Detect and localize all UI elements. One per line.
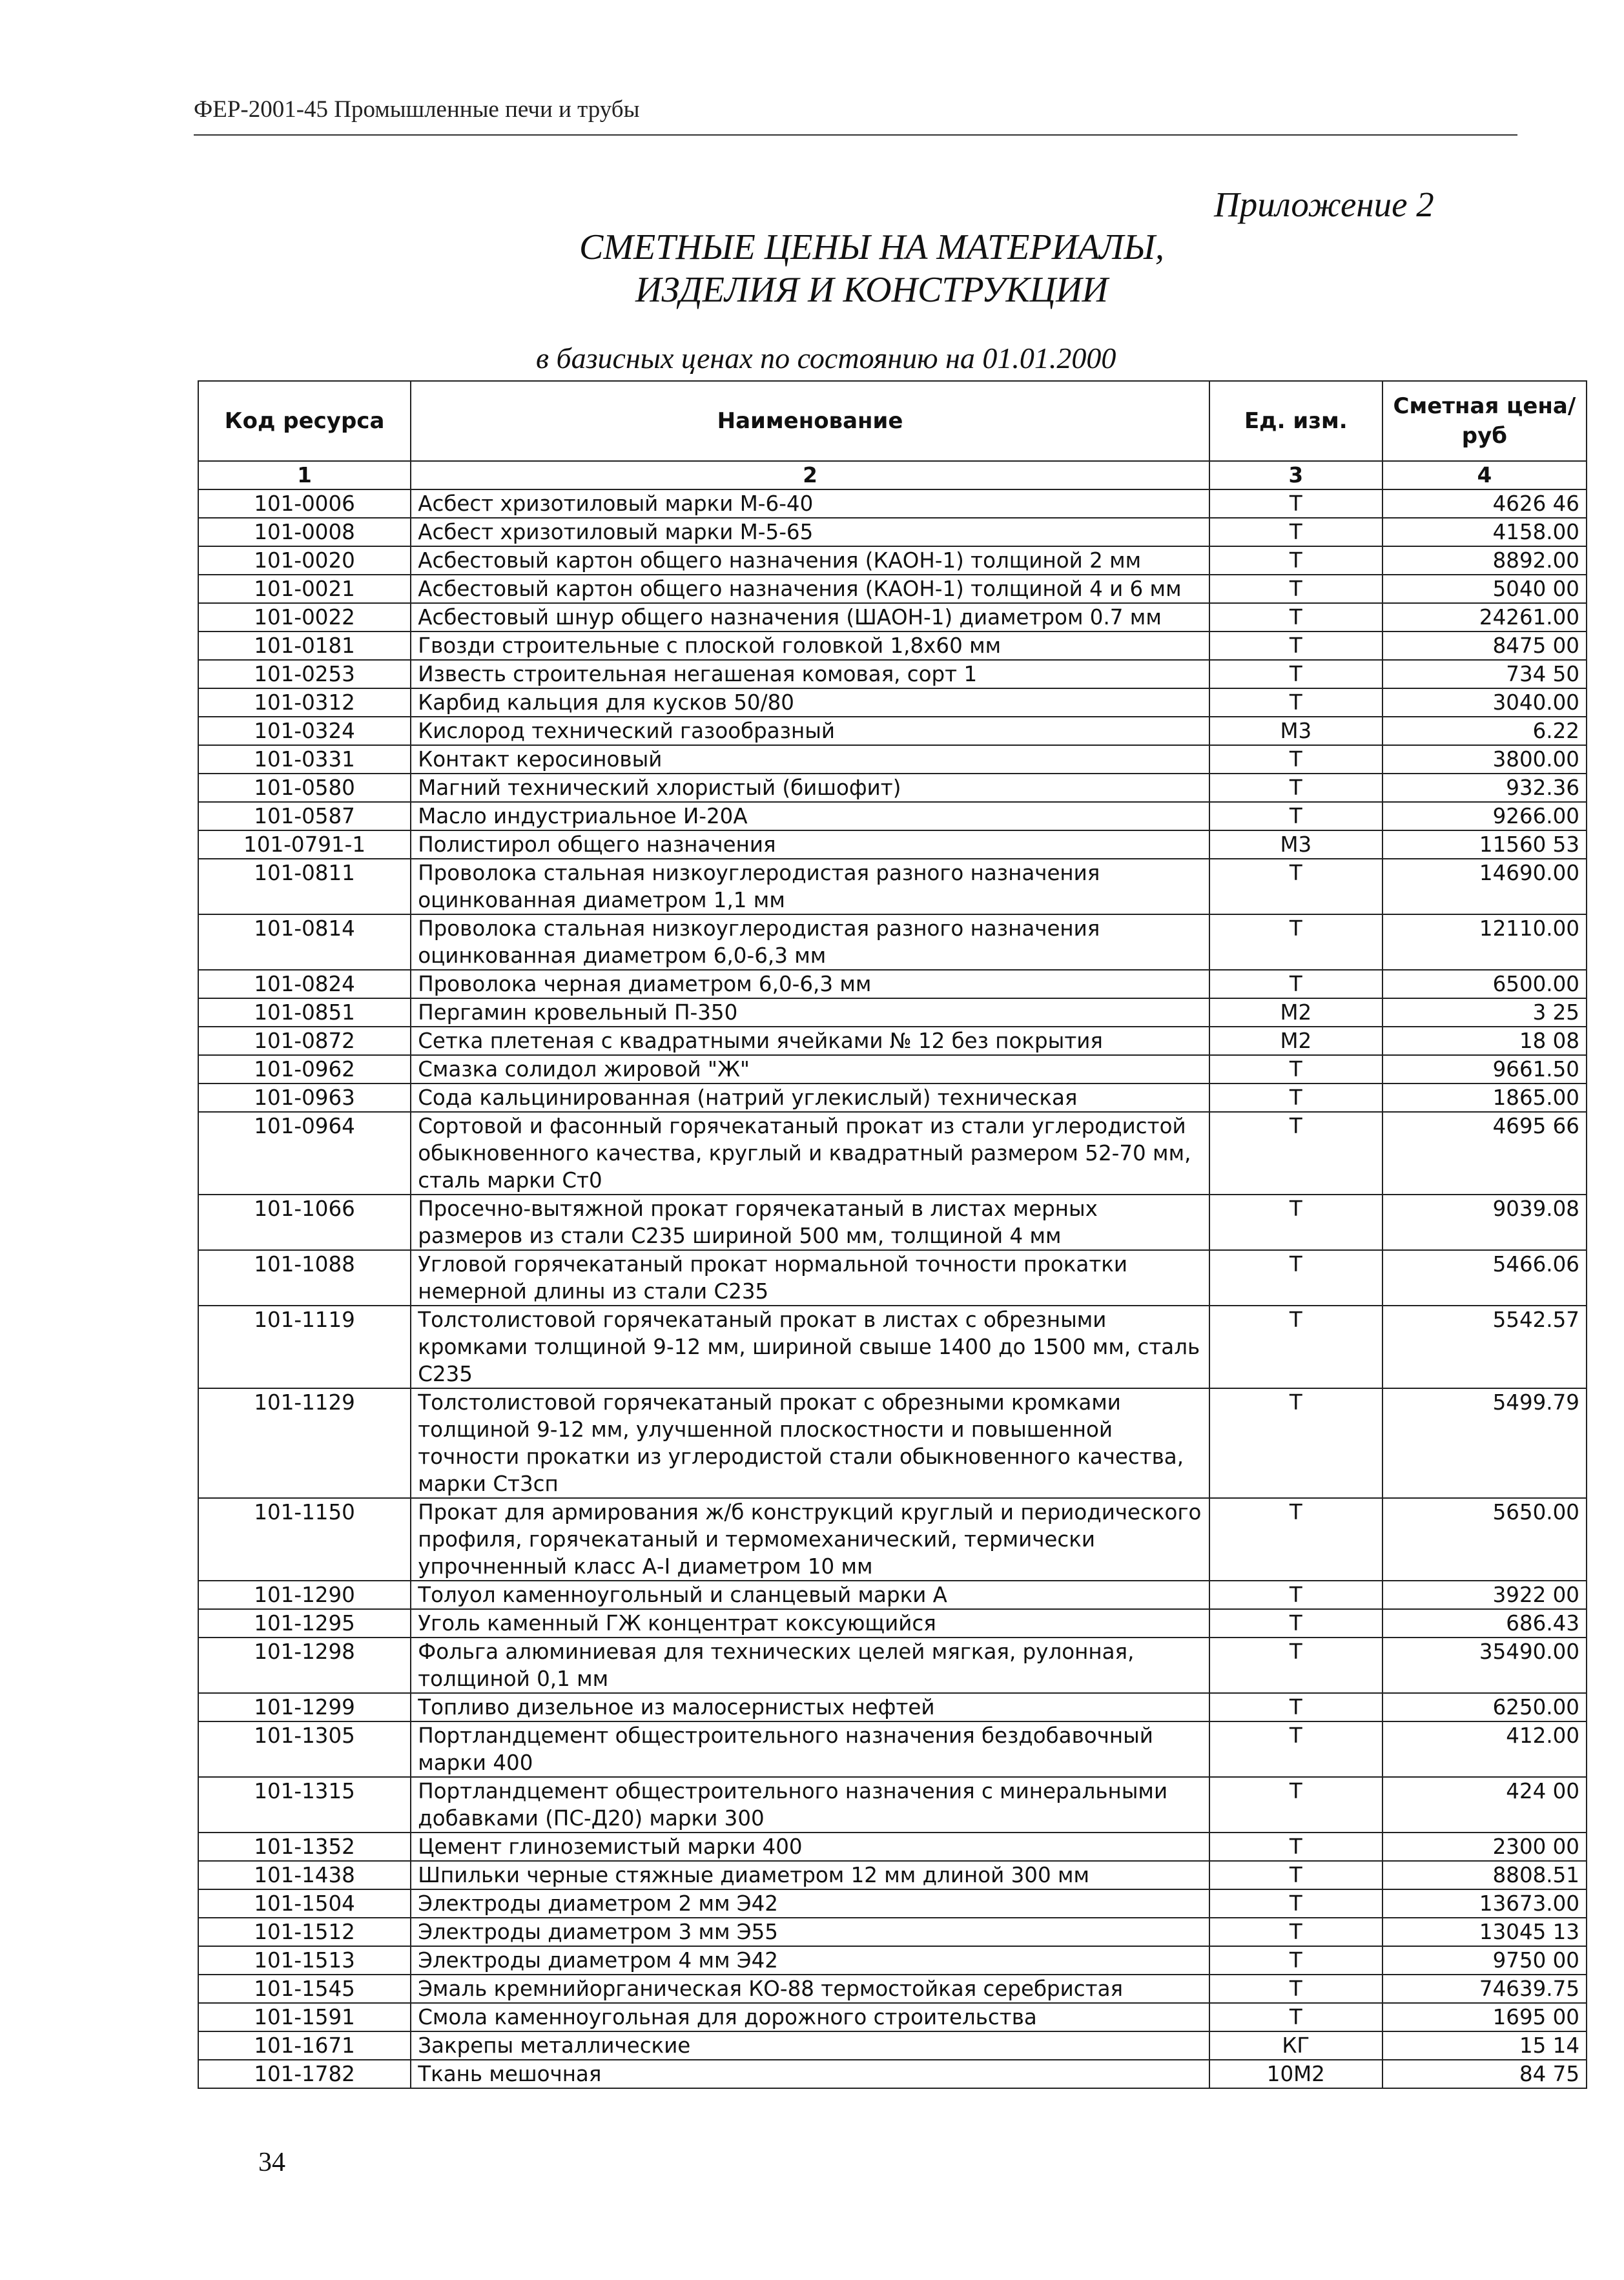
price-cell: 4695 66 bbox=[1382, 1112, 1587, 1195]
price-cell: 9266.00 bbox=[1382, 802, 1587, 830]
column-number: 4 bbox=[1382, 461, 1587, 489]
resource-code-cell: 101-1088 bbox=[198, 1250, 411, 1306]
table-row bbox=[198, 632, 1587, 660]
name-cell: Прокат для армирования ж/б конструкций круглый и периодического профиля, горячекатаный и термомеханический, термически упрочненный класс А-I диаметром 10 мм bbox=[411, 1498, 1209, 1581]
table-row bbox=[198, 1055, 1587, 1084]
unit-cell: Т bbox=[1209, 1721, 1382, 1777]
price-cell: 74639.75 bbox=[1382, 1975, 1587, 2003]
table-row bbox=[198, 1918, 1587, 1946]
resource-code-cell: 101-0963 bbox=[198, 1084, 411, 1112]
unit-cell: Т bbox=[1209, 1918, 1382, 1946]
column-header-unit: Ед. изм. bbox=[1209, 381, 1382, 461]
resource-code-cell: 101-0021 bbox=[198, 575, 411, 603]
table-row bbox=[198, 1777, 1587, 1833]
unit-cell: 10М2 bbox=[1209, 2060, 1382, 2088]
price-cell: 24261.00 bbox=[1382, 603, 1587, 632]
unit-cell: Т bbox=[1209, 774, 1382, 802]
table-row bbox=[198, 802, 1587, 830]
table-row bbox=[198, 1975, 1587, 2003]
resource-code-cell: 101-0814 bbox=[198, 914, 411, 970]
unit-cell: Т bbox=[1209, 1693, 1382, 1721]
unit-cell: Т bbox=[1209, 1861, 1382, 1889]
table-row bbox=[198, 489, 1587, 518]
resource-code-cell: 101-0181 bbox=[198, 632, 411, 660]
price-cell: 686.43 bbox=[1382, 1609, 1587, 1638]
price-cell: 13045 13 bbox=[1382, 1918, 1587, 1946]
running-header: ФЕР-2001-45 Промышленные печи и трубы bbox=[194, 96, 640, 123]
unit-cell: Т bbox=[1209, 632, 1382, 660]
table-row bbox=[198, 1498, 1587, 1581]
name-cell: Толстолистовой горячекатаный прокат с обрезными кромками толщиной 9-12 мм, улучшенной плоскостности и повышенной точности прокатки из углеродистой стали обыкновенного качества, марки Ст3сп bbox=[411, 1388, 1209, 1498]
price-cell: 6250.00 bbox=[1382, 1693, 1587, 1721]
name-cell: Угловой горячекатаный прокат нормальной точности прокатки немерной длины из стали С235 bbox=[411, 1250, 1209, 1306]
price-cell: 932.36 bbox=[1382, 774, 1587, 802]
table-row bbox=[198, 1195, 1587, 1250]
name-cell: Уголь каменный ГЖ концентрат коксующийся bbox=[411, 1609, 1209, 1638]
resource-code-cell: 101-0851 bbox=[198, 998, 411, 1027]
resource-code-cell: 101-0962 bbox=[198, 1055, 411, 1084]
unit-cell: Т bbox=[1209, 688, 1382, 717]
table-header-row bbox=[198, 381, 1587, 461]
unit-cell: Т bbox=[1209, 1609, 1382, 1638]
resource-code-cell: 101-1305 bbox=[198, 1721, 411, 1777]
unit-cell: Т bbox=[1209, 859, 1382, 914]
price-cell: 15 14 bbox=[1382, 2031, 1587, 2060]
resource-code-cell: 101-0006 bbox=[198, 489, 411, 518]
table-row bbox=[198, 1638, 1587, 1693]
table-row bbox=[198, 998, 1587, 1027]
name-cell: Электроды диаметром 2 мм Э42 bbox=[411, 1889, 1209, 1918]
resource-code-cell: 101-1352 bbox=[198, 1833, 411, 1861]
name-cell: Пергамин кровельный П-350 bbox=[411, 998, 1209, 1027]
price-cell: 424 00 bbox=[1382, 1777, 1587, 1833]
column-number: 3 bbox=[1209, 461, 1382, 489]
unit-cell: Т bbox=[1209, 1498, 1382, 1581]
unit-cell: Т bbox=[1209, 1250, 1382, 1306]
resource-code-cell: 101-0791-1 bbox=[198, 830, 411, 859]
name-cell: Проволока стальная низкоуглеродистая разного назначения оцинкованная диаметром 1,1 мм bbox=[411, 859, 1209, 914]
price-cell: 8892.00 bbox=[1382, 546, 1587, 575]
price-cell: 11560 53 bbox=[1382, 830, 1587, 859]
name-cell: Известь строительная негашеная комовая, сорт 1 bbox=[411, 660, 1209, 688]
resource-code-cell: 101-0580 bbox=[198, 774, 411, 802]
table-row bbox=[198, 1721, 1587, 1777]
resource-code-cell: 101-1438 bbox=[198, 1861, 411, 1889]
name-cell: Электроды диаметром 3 мм Э55 bbox=[411, 1918, 1209, 1946]
resource-code-cell: 101-0008 bbox=[198, 518, 411, 546]
price-cell: 5040 00 bbox=[1382, 575, 1587, 603]
column-number-row bbox=[198, 461, 1587, 489]
table-row bbox=[198, 1889, 1587, 1918]
price-cell: 6.22 bbox=[1382, 717, 1587, 745]
unit-cell: М2 bbox=[1209, 1027, 1382, 1055]
name-cell: Сетка плетеная с квадратными ячейками № 12 без покрытия bbox=[411, 1027, 1209, 1055]
price-cell: 12110.00 bbox=[1382, 914, 1587, 970]
price-cell: 9661.50 bbox=[1382, 1055, 1587, 1084]
unit-cell: Т bbox=[1209, 1946, 1382, 1975]
price-cell: 412.00 bbox=[1382, 1721, 1587, 1777]
resource-code-cell: 101-1290 bbox=[198, 1581, 411, 1609]
name-cell: Сода кальцинированная (натрий углекислый) техническая bbox=[411, 1084, 1209, 1112]
unit-cell: КГ bbox=[1209, 2031, 1382, 2060]
price-cell: 2300 00 bbox=[1382, 1833, 1587, 1861]
table-row bbox=[198, 859, 1587, 914]
unit-cell: Т bbox=[1209, 1306, 1382, 1388]
resource-code-cell: 101-1591 bbox=[198, 2003, 411, 2031]
unit-cell: Т bbox=[1209, 603, 1382, 632]
unit-cell: Т bbox=[1209, 2003, 1382, 2031]
price-cell: 1865.00 bbox=[1382, 1084, 1587, 1112]
price-cell: 9750 00 bbox=[1382, 1946, 1587, 1975]
unit-cell: Т bbox=[1209, 1112, 1382, 1195]
unit-cell: М3 bbox=[1209, 717, 1382, 745]
name-cell: Проволока стальная низкоуглеродистая разного назначения оцинкованная диаметром 6,0-6,3 мм bbox=[411, 914, 1209, 970]
name-cell: Толуол каменноугольный и сланцевый марки А bbox=[411, 1581, 1209, 1609]
price-cell: 734 50 bbox=[1382, 660, 1587, 688]
table-row bbox=[198, 660, 1587, 688]
name-cell: Проволока черная диаметром 6,0-6,3 мм bbox=[411, 970, 1209, 998]
resource-code-cell: 101-0331 bbox=[198, 745, 411, 774]
unit-cell: Т bbox=[1209, 1388, 1382, 1498]
name-cell: Топливо дизельное из малосернистых нефтей bbox=[411, 1693, 1209, 1721]
table-row bbox=[198, 603, 1587, 632]
unit-cell: Т bbox=[1209, 518, 1382, 546]
resource-code-cell: 101-1295 bbox=[198, 1609, 411, 1638]
name-cell: Эмаль кремнийорганическая КО-88 термостойкая серебристая bbox=[411, 1975, 1209, 2003]
name-cell: Асбестовый шнур общего назначения (ШАОН-1) диаметром 0.7 мм bbox=[411, 603, 1209, 632]
name-cell: Ткань мешочная bbox=[411, 2060, 1209, 2088]
table-row bbox=[198, 1388, 1587, 1498]
resource-code-cell: 101-0811 bbox=[198, 859, 411, 914]
resource-code-cell: 101-1504 bbox=[198, 1889, 411, 1918]
name-cell: Смола каменноугольная для дорожного строительства bbox=[411, 2003, 1209, 2031]
price-cell: 3922 00 bbox=[1382, 1581, 1587, 1609]
name-cell: Смазка солидол жировой "Ж" bbox=[411, 1055, 1209, 1084]
price-cell: 8808.51 bbox=[1382, 1861, 1587, 1889]
name-cell: Просечно-вытяжной прокат горячекатаный в листах мерных размеров из стали С235 шириной 500 мм, толщиной 4 мм bbox=[411, 1195, 1209, 1250]
table-row bbox=[198, 1084, 1587, 1112]
name-cell: Кислород технический газообразный bbox=[411, 717, 1209, 745]
table-row bbox=[198, 1027, 1587, 1055]
price-cell: 3 25 bbox=[1382, 998, 1587, 1027]
resource-code-cell: 101-0020 bbox=[198, 546, 411, 575]
price-cell: 5466.06 bbox=[1382, 1250, 1587, 1306]
name-cell: Асбест хризотиловый марки М-5-65 bbox=[411, 518, 1209, 546]
resource-code-cell: 101-1119 bbox=[198, 1306, 411, 1388]
table-row bbox=[198, 745, 1587, 774]
appendix-label: Приложение 2 bbox=[1214, 185, 1434, 224]
price-cell: 84 75 bbox=[1382, 2060, 1587, 2088]
unit-cell: Т bbox=[1209, 575, 1382, 603]
column-number: 1 bbox=[198, 461, 411, 489]
name-cell: Закрепы металлические bbox=[411, 2031, 1209, 2060]
price-cell: 5542.57 bbox=[1382, 1306, 1587, 1388]
table-row bbox=[198, 1609, 1587, 1638]
unit-cell: Т bbox=[1209, 1638, 1382, 1693]
name-cell: Сортовой и фасонный горячекатаный прокат из стали углеродистой обыкновенного качества, круглый и квадратный размером 52-70 мм, сталь марки Ст0 bbox=[411, 1112, 1209, 1195]
unit-cell: Т bbox=[1209, 1055, 1382, 1084]
price-cell: 8475 00 bbox=[1382, 632, 1587, 660]
resource-code-cell: 101-1129 bbox=[198, 1388, 411, 1498]
name-cell: Полистирол общего назначения bbox=[411, 830, 1209, 859]
table-row bbox=[198, 1861, 1587, 1889]
unit-cell: М3 bbox=[1209, 830, 1382, 859]
price-cell: 1695 00 bbox=[1382, 2003, 1587, 2031]
name-cell: Гвозди строительные с плоской головкой 1,8х60 мм bbox=[411, 632, 1209, 660]
price-cell: 4158.00 bbox=[1382, 518, 1587, 546]
resource-code-cell: 101-1513 bbox=[198, 1946, 411, 1975]
table-row bbox=[198, 1581, 1587, 1609]
table-row bbox=[198, 518, 1587, 546]
table-row bbox=[198, 1946, 1587, 1975]
price-cell: 5650.00 bbox=[1382, 1498, 1587, 1581]
unit-cell: Т bbox=[1209, 546, 1382, 575]
resource-code-cell: 101-1299 bbox=[198, 1693, 411, 1721]
resource-code-cell: 101-1782 bbox=[198, 2060, 411, 2088]
table-row bbox=[198, 2003, 1587, 2031]
unit-cell: Т bbox=[1209, 1084, 1382, 1112]
table-row bbox=[198, 1693, 1587, 1721]
resource-code-cell: 101-0324 bbox=[198, 717, 411, 745]
document-title bbox=[452, 226, 1291, 311]
unit-cell: Т bbox=[1209, 1581, 1382, 1609]
title-line-2: ИЗДЕЛИЯ И КОНСТРУКЦИИ bbox=[635, 270, 1108, 311]
price-cell: 13673.00 bbox=[1382, 1889, 1587, 1918]
column-header-price: Сметная цена/руб bbox=[1382, 381, 1587, 461]
unit-cell: Т bbox=[1209, 1889, 1382, 1918]
column-header-name: Наименование bbox=[411, 381, 1209, 461]
resource-code-cell: 101-1671 bbox=[198, 2031, 411, 2060]
resource-code-cell: 101-1150 bbox=[198, 1498, 411, 1581]
resource-code-cell: 101-0964 bbox=[198, 1112, 411, 1195]
price-cell: 14690.00 bbox=[1382, 859, 1587, 914]
table-row bbox=[198, 914, 1587, 970]
table-row bbox=[198, 830, 1587, 859]
resource-code-cell: 101-1066 bbox=[198, 1195, 411, 1250]
table-row bbox=[198, 1250, 1587, 1306]
table-row bbox=[198, 2031, 1587, 2060]
unit-cell: Т bbox=[1209, 1777, 1382, 1833]
document-subtitle: в базисных ценах по состоянию на 01.01.2000 bbox=[536, 342, 1116, 375]
resource-code-cell: 101-0022 bbox=[198, 603, 411, 632]
name-cell: Портландцемент общестроительного назначения с минеральными добавками (ПС-Д20) марки 300 bbox=[411, 1777, 1209, 1833]
title-line-1: СМЕТНЫЕ ЦЕНЫ НА МАТЕРИАЛЫ, bbox=[579, 227, 1164, 267]
table-row bbox=[198, 688, 1587, 717]
name-cell: Электроды диаметром 4 мм Э42 bbox=[411, 1946, 1209, 1975]
price-cell: 4626 46 bbox=[1382, 489, 1587, 518]
unit-cell: Т bbox=[1209, 745, 1382, 774]
resource-code-cell: 101-1512 bbox=[198, 1918, 411, 1946]
price-cell: 3800.00 bbox=[1382, 745, 1587, 774]
table-row bbox=[198, 970, 1587, 998]
unit-cell: Т bbox=[1209, 914, 1382, 970]
name-cell: Асбестовый картон общего назначения (КАОН-1) толщиной 2 мм bbox=[411, 546, 1209, 575]
name-cell: Асбест хризотиловый марки М-6-40 bbox=[411, 489, 1209, 518]
price-cell: 18 08 bbox=[1382, 1027, 1587, 1055]
resource-code-cell: 101-0872 bbox=[198, 1027, 411, 1055]
resource-code-cell: 101-0824 bbox=[198, 970, 411, 998]
price-cell: 3040.00 bbox=[1382, 688, 1587, 717]
price-cell: 5499.79 bbox=[1382, 1388, 1587, 1498]
name-cell: Фольга алюминиевая для технических целей мягкая, рулонная, толщиной 0,1 мм bbox=[411, 1638, 1209, 1693]
price-cell: 9039.08 bbox=[1382, 1195, 1587, 1250]
unit-cell: Т bbox=[1209, 970, 1382, 998]
name-cell: Портландцемент общестроительного назначения бездобавочный марки 400 bbox=[411, 1721, 1209, 1777]
table-row bbox=[198, 1833, 1587, 1861]
table-row bbox=[198, 546, 1587, 575]
name-cell: Цемент глиноземистый марки 400 bbox=[411, 1833, 1209, 1861]
table-row bbox=[198, 774, 1587, 802]
price-table bbox=[198, 380, 1587, 2089]
table-row bbox=[198, 2060, 1587, 2088]
unit-cell: Т bbox=[1209, 1195, 1382, 1250]
name-cell: Шпильки черные стяжные диаметром 12 мм длиной 300 мм bbox=[411, 1861, 1209, 1889]
unit-cell: М2 bbox=[1209, 998, 1382, 1027]
table-body bbox=[198, 489, 1587, 2088]
unit-cell: Т bbox=[1209, 1975, 1382, 2003]
name-cell: Асбестовый картон общего назначения (КАОН-1) толщиной 4 и 6 мм bbox=[411, 575, 1209, 603]
price-cell: 35490.00 bbox=[1382, 1638, 1587, 1693]
table-row bbox=[198, 1306, 1587, 1388]
unit-cell: Т bbox=[1209, 489, 1382, 518]
table-row bbox=[198, 1112, 1587, 1195]
resource-code-cell: 101-0253 bbox=[198, 660, 411, 688]
resource-code-cell: 101-0312 bbox=[198, 688, 411, 717]
table-row bbox=[198, 575, 1587, 603]
resource-code-cell: 101-0587 bbox=[198, 802, 411, 830]
price-cell: 6500.00 bbox=[1382, 970, 1587, 998]
page-number: 34 bbox=[258, 2148, 285, 2177]
name-cell: Толстолистовой горячекатаный прокат в листах с обрезными кромками толщиной 9-12 мм, шириной свыше 1400 до 1500 мм, сталь С235 bbox=[411, 1306, 1209, 1388]
resource-code-cell: 101-1298 bbox=[198, 1638, 411, 1693]
column-number: 2 bbox=[411, 461, 1209, 489]
table-row bbox=[198, 717, 1587, 745]
resource-code-cell: 101-1545 bbox=[198, 1975, 411, 2003]
name-cell: Магний технический хлористый (бишофит) bbox=[411, 774, 1209, 802]
unit-cell: Т bbox=[1209, 1833, 1382, 1861]
unit-cell: Т bbox=[1209, 802, 1382, 830]
unit-cell: Т bbox=[1209, 660, 1382, 688]
column-header-code: Код ресурса bbox=[198, 381, 411, 461]
name-cell: Карбид кальция для кусков 50/80 bbox=[411, 688, 1209, 717]
resource-code-cell: 101-1315 bbox=[198, 1777, 411, 1833]
name-cell: Контакт керосиновый bbox=[411, 745, 1209, 774]
name-cell: Масло индустриальное И-20А bbox=[411, 802, 1209, 830]
header-rule bbox=[194, 134, 1517, 136]
